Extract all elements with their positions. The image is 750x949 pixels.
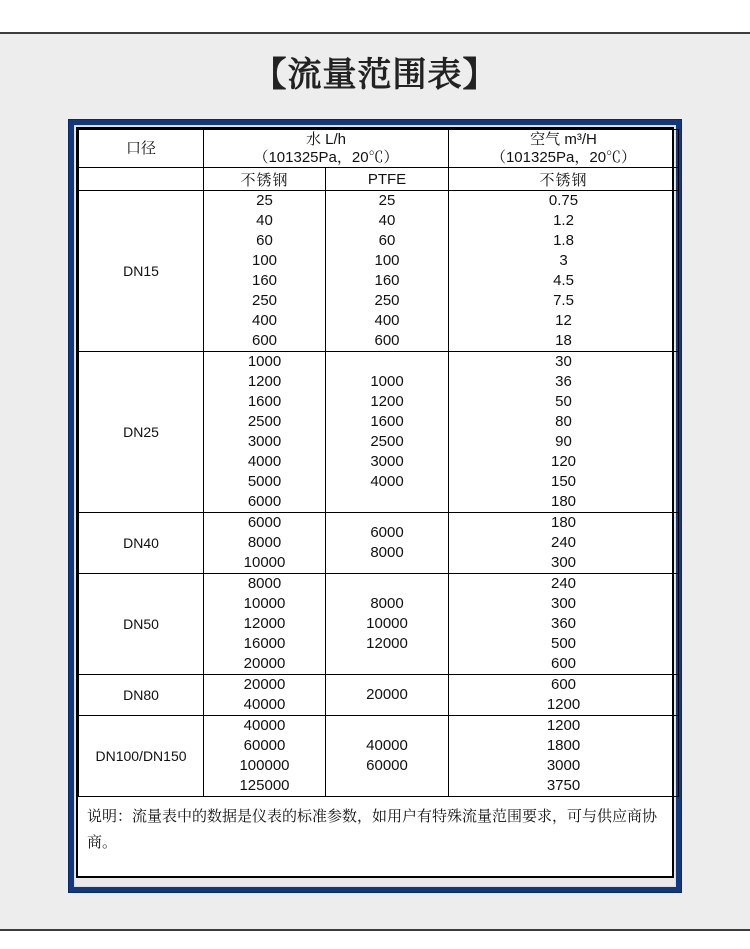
value-line: 240 [550,534,577,551]
header-air-title: 空气 m³/H [530,130,597,148]
page-title: 【流量范围表】 [252,56,498,94]
header-diameter: 口径 [79,130,204,168]
value-line: 3000 [247,433,282,450]
value-line: 7.5 [553,292,574,309]
value-line: 8000 [247,575,282,592]
value-line: 60 [256,232,273,249]
value-line: 250 [374,292,400,309]
value-line: 12 [555,312,572,329]
value-line: 1200 [546,717,581,734]
value-line: 8000 [370,544,404,561]
value-line: 400 [374,312,400,329]
flow-table-rows [79,191,679,797]
table-row [79,352,679,513]
value-line: 10000 [243,595,286,612]
value-line: 180 [550,493,577,510]
value-line: 1000 [370,373,404,390]
value-line: 40 [256,212,273,229]
water-steel-cell [204,513,326,574]
header-empty-cell [79,168,204,191]
water-steel-cell [204,352,326,513]
value-line: 90 [555,433,572,450]
table-row [79,675,679,716]
table-blue-frame [69,120,681,892]
value-line: 12000 [243,615,286,632]
value-line: 1.2 [553,212,574,229]
flow-range-table [78,129,679,797]
value-line: 600 [374,332,400,349]
value-line: 4000 [370,473,404,490]
bottom-white-strip [0,931,750,949]
water-steel-cell [204,716,326,797]
value-line: 1600 [370,413,404,430]
value-line: 3000 [370,453,404,470]
value-line: 40000 [366,737,408,754]
value-line: 3000 [546,757,581,774]
dn-cell: DN80 [79,675,204,716]
table-row [79,513,679,574]
table-row [79,716,679,797]
value-line: 2500 [370,433,404,450]
header-air-steel: 不锈钢 [449,168,679,191]
value-line: 100 [251,252,278,269]
value-line: 25 [256,192,273,209]
water-steel-cell [204,191,326,352]
value-line: 60000 [243,737,286,754]
value-line: 100000 [239,757,290,774]
value-line: 20000 [243,655,286,672]
header-row-main [79,130,679,168]
value-line: 80 [555,413,572,430]
value-line: 3750 [546,777,581,794]
header-water-condition: （101325Pa，20℃） [253,148,399,166]
value-line: 600 [550,676,577,693]
dn-cell: DN50 [79,574,204,675]
value-line: 3 [559,252,568,269]
water-steel-cell [204,675,326,716]
value-line: 1200 [546,696,581,713]
value-line: 10000 [243,554,286,571]
value-line: 400 [251,312,278,329]
value-line: 1800 [546,737,581,754]
header-air-condition: （101325Pa，20℃） [490,148,637,166]
dn-cell: DN15 [79,191,204,352]
value-line: 240 [550,575,577,592]
value-line: 500 [550,635,577,652]
value-line: 8000 [370,595,404,612]
value-line: 300 [550,554,577,571]
value-line: 160 [374,272,400,289]
value-line: 300 [550,595,577,612]
air-steel-cell [449,191,679,352]
table-row [79,191,679,352]
value-line: 1.8 [553,232,574,249]
air-steel-cell [449,513,679,574]
header-water-ptfe: PTFE [326,168,449,191]
table-header [79,130,679,191]
value-line: 250 [251,292,278,309]
header-water-steel: 不锈钢 [204,168,326,191]
value-line: 1600 [247,393,282,410]
table-note: 说明：流量表中的数据是仪表的标准参数，如用户有特殊流量范围要求，可与供应商协商。 [87,808,658,851]
table-sheet [76,127,674,878]
value-line: 60 [378,232,396,249]
table-row [79,574,679,675]
value-line: 125000 [239,777,290,794]
flow-range-section [0,34,750,929]
water-ptfe-cell [326,513,449,574]
value-line: 20000 [243,676,286,693]
value-line: 10000 [366,615,408,632]
value-line: 25 [378,192,396,209]
value-line: 120 [550,453,577,470]
header-water [204,130,449,168]
value-line: 150 [550,473,577,490]
air-steel-cell [449,574,679,675]
value-line: 50 [555,393,572,410]
value-line: 60000 [366,757,408,774]
value-line: 5000 [247,473,282,490]
header-water-title: 水 L/h [305,130,347,148]
water-ptfe-cell [326,716,449,797]
water-ptfe-cell [326,352,449,513]
value-line: 1200 [247,373,282,390]
header-row-sub [79,168,679,191]
water-ptfe-cell [326,191,449,352]
dn-cell: DN40 [79,513,204,574]
header-air [449,130,679,168]
value-line: 36 [555,373,572,390]
air-steel-cell [449,675,679,716]
value-line: 1000 [247,353,282,370]
value-line: 6000 [247,493,282,510]
water-steel-cell [204,574,326,675]
value-line: 600 [550,655,577,672]
value-line: 160 [251,272,278,289]
value-line: 40000 [243,717,286,734]
value-line: 4.5 [553,272,574,289]
air-steel-cell [449,716,679,797]
top-white-strip [0,0,750,32]
value-line: 20000 [366,686,408,703]
value-line: 180 [550,514,577,531]
value-line: 6000 [247,514,282,531]
value-line: 16000 [243,635,286,652]
value-line: 600 [251,332,278,349]
value-line: 18 [555,332,572,349]
value-line: 2500 [247,413,282,430]
value-line: 12000 [366,635,408,652]
value-line: 100 [374,252,400,269]
value-line: 40000 [243,696,286,713]
value-line: 1200 [370,393,404,410]
value-line: 360 [550,615,577,632]
dn-cell: DN25 [79,352,204,513]
water-ptfe-cell [326,574,449,675]
value-line: 4000 [247,453,282,470]
value-line: 6000 [370,524,404,541]
value-line: 40 [378,212,396,229]
value-line: 8000 [247,534,282,551]
value-line: 30 [555,353,572,370]
dn-cell: DN100/DN150 [79,716,204,797]
water-ptfe-cell [326,675,449,716]
value-line: 0.75 [548,192,579,209]
air-steel-cell [449,352,679,513]
